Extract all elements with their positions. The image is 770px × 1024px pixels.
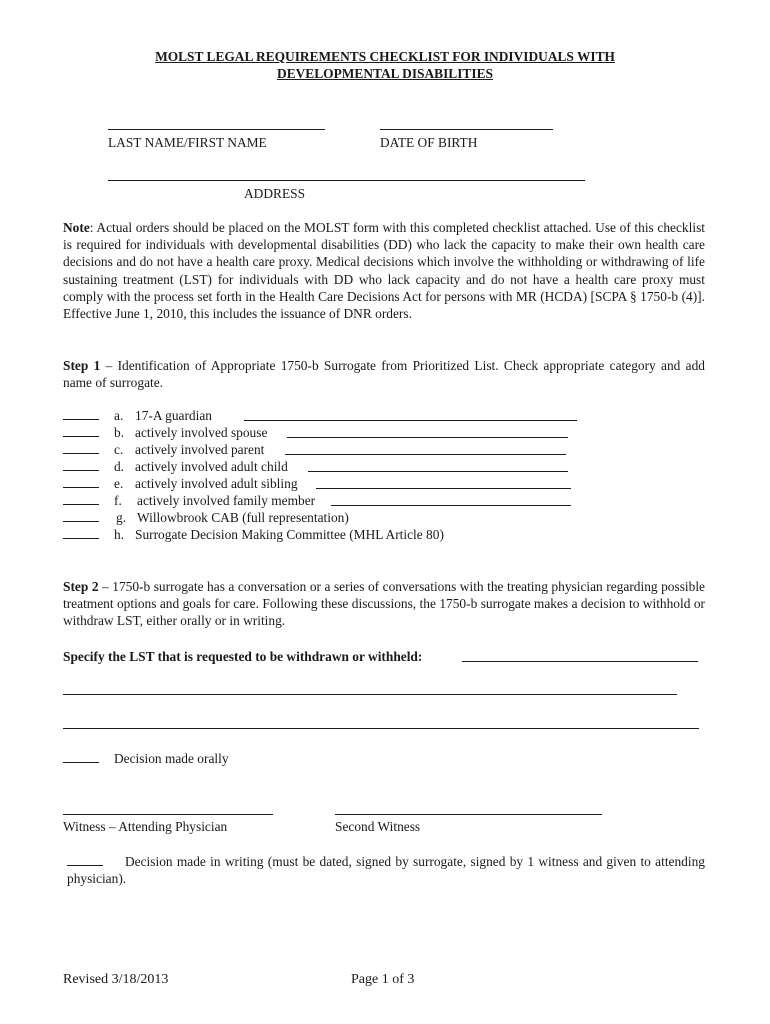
second-witness-label: Second Witness	[335, 819, 421, 834]
dob-field-line[interactable]	[380, 129, 553, 130]
document-title-line1: MOLST LEGAL REQUIREMENTS CHECKLIST FOR INDIVIDUALS WITH	[155, 49, 615, 64]
check-blank[interactable]	[63, 504, 99, 505]
surrogate-name-line[interactable]	[244, 420, 577, 421]
check-blank[interactable]	[63, 419, 99, 420]
item-letter: g.	[116, 510, 127, 525]
step2-paragraph	[63, 578, 705, 630]
surrogate-name-line[interactable]	[316, 488, 571, 489]
lst-extra-line[interactable]	[63, 728, 699, 729]
step1-paragraph	[63, 357, 705, 391]
surrogate-name-line[interactable]	[331, 505, 571, 506]
item-label: actively involved adult sibling	[135, 476, 298, 491]
decision-oral-label: Decision made orally	[114, 751, 229, 766]
page-number: Page 1 of 3	[351, 972, 415, 987]
item-letter: f.	[114, 493, 122, 508]
item-label: actively involved spouse	[135, 425, 268, 440]
check-blank[interactable]	[63, 470, 99, 471]
item-letter: a.	[114, 408, 124, 423]
item-letter: b.	[114, 425, 125, 440]
item-label: actively involved parent	[135, 442, 265, 457]
address-field-line[interactable]	[108, 180, 585, 181]
item-letter: e.	[114, 476, 124, 491]
specify-lst-label: Specify the LST that is requested to be withdrawn or withheld:	[63, 649, 423, 664]
decision-writing-text: Decision made in writing (must be dated, signed by surrogate, signed by 1 witness and given to attending physician).	[67, 854, 705, 887]
check-blank[interactable]	[63, 521, 99, 522]
check-blank[interactable]	[63, 538, 99, 539]
step1-text: – Identification of Appropriate 1750-b Surrogate from Prioritized List. Check appropriate category and add name of surrogate.	[63, 358, 706, 391]
note-paragraph	[63, 219, 705, 322]
note-label: Note	[63, 220, 90, 235]
surrogate-name-line[interactable]	[308, 471, 568, 472]
item-label: 17-A guardian	[135, 408, 212, 423]
list-item	[63, 424, 99, 441]
list-item	[63, 407, 99, 424]
surrogate-name-line[interactable]	[287, 437, 568, 438]
specify-lst-line[interactable]	[462, 661, 698, 662]
check-blank[interactable]	[63, 487, 99, 488]
revised-date: Revised 3/18/2013	[63, 972, 169, 987]
dob-label: DATE OF BIRTH	[380, 135, 478, 150]
step2-label: Step 2	[63, 579, 99, 594]
name-field-line[interactable]	[108, 129, 325, 130]
item-label: actively involved family member	[137, 493, 316, 508]
lst-extra-line[interactable]	[63, 694, 677, 695]
check-blank[interactable]	[63, 762, 99, 763]
surrogate-name-line[interactable]	[285, 454, 566, 455]
item-label: Surrogate Decision Making Committee (MHL Article 80)	[135, 527, 444, 542]
step1-label: Step 1	[63, 358, 101, 373]
list-item	[63, 526, 99, 543]
name-label: LAST NAME/FIRST NAME	[108, 135, 267, 150]
item-letter: c.	[114, 442, 124, 457]
address-label: ADDRESS	[244, 186, 306, 201]
check-blank[interactable]	[63, 453, 99, 454]
check-blank[interactable]	[63, 436, 99, 437]
oral-decision-row	[63, 750, 99, 767]
witness-physician-label: Witness – Attending Physician	[63, 819, 228, 834]
item-letter: d.	[114, 459, 125, 474]
document-title-line2: DEVELOPMENTAL DISABILITIES	[277, 66, 493, 81]
second-witness-signature-line[interactable]	[335, 814, 602, 815]
item-label: actively involved adult child	[135, 459, 288, 474]
witness-physician-signature-line[interactable]	[63, 814, 273, 815]
list-item	[63, 492, 99, 509]
list-item	[63, 441, 99, 458]
note-text: : Actual orders should be placed on the MOLST form with this completed checklist attached. Use of this checklist is required for individuals with developmental disabilities (DD) who lack the capacity to make their own health care decisions and do not have a health care proxy. Medical decisions which involve the withholding or withdrawing of life sustaining treatment (LST) for individuals with DD who lack capacity and do not have a health care proxy must comply with the process set forth in the Health Care Decisions Act for persons with MR (HCDA) [SCPA § 1750-b (4)]. Effective June 1, 2010, this includes the issuance of DNR orders.	[63, 220, 705, 322]
item-letter: h.	[114, 527, 125, 542]
step2-text: – 1750-b surrogate has a conversation or a series of conversations with the treating physician regarding possible treatment options and goals for care. Following these discussions, the 1750-b surrogate makes a decision to withhold or withdraw LST, either orally or in writing.	[63, 579, 705, 629]
list-item	[63, 458, 99, 475]
list-item	[63, 475, 99, 492]
list-item	[63, 509, 99, 526]
item-label: Willowbrook CAB (full representation)	[137, 510, 349, 525]
